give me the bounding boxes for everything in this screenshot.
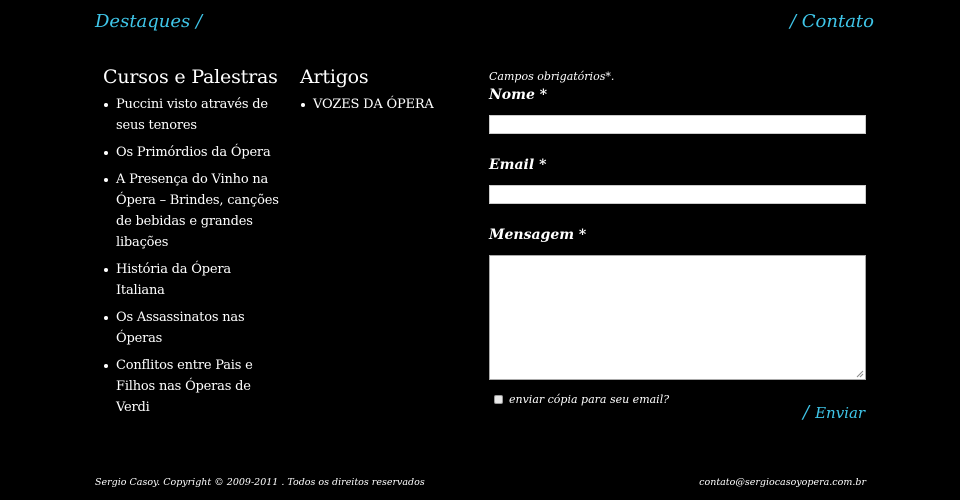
footer-email-link[interactable]: contato@sergiocasoyopera.com.br [699, 477, 866, 488]
message-wrap [489, 255, 866, 380]
submit-slash: / [803, 402, 810, 423]
article-link[interactable]: VOZES DA ÓPERA [313, 97, 434, 112]
articles-column [300, 66, 470, 121]
list-item[interactable] [103, 307, 283, 349]
name-field[interactable] [489, 115, 866, 134]
bullet-icon [104, 151, 108, 155]
course-link[interactable]: Puccini visto através de seus tenores [116, 97, 268, 133]
email-label: Email * [489, 157, 547, 173]
course-link[interactable]: Os Assassinatos nas Óperas [116, 310, 245, 346]
message-label: Mensagem * [489, 227, 587, 243]
articles-title: Artigos [300, 66, 369, 88]
courses-title: Cursos e Palestras [103, 66, 278, 88]
course-link[interactable]: Conflitos entre Pais e Filhos nas Óperas de Verdi [116, 358, 253, 415]
name-label: Nome * [489, 87, 548, 103]
contato-link[interactable]: / Contato [789, 11, 874, 32]
bullet-icon [104, 364, 108, 368]
copy-label: enviar cópia para seu email? [509, 392, 670, 406]
submit-label: Enviar [815, 404, 866, 422]
destaques-link[interactable]: Destaques / [95, 11, 203, 32]
required-note: Campos obrigatórios*. [489, 70, 615, 83]
articles-list [300, 94, 470, 115]
bullet-icon [104, 268, 108, 272]
message-field[interactable] [489, 255, 866, 380]
footer-copyright: Sergio Casoy. Copyright © 2009-2011 . Todos os direitos reservados [95, 477, 425, 488]
bullet-icon [104, 103, 108, 107]
list-item[interactable] [103, 169, 283, 253]
list-item[interactable] [103, 142, 283, 163]
courses-list [103, 94, 283, 418]
resize-grip-icon[interactable] [856, 370, 864, 378]
list-item[interactable] [103, 94, 283, 136]
contact-form [489, 70, 867, 407]
copy-checkbox[interactable] [494, 395, 503, 404]
list-item[interactable] [300, 94, 470, 115]
course-link[interactable]: A Presença do Vinho na Ópera – Brindes, canções de bebidas e grandes libações [116, 172, 279, 250]
list-item[interactable] [103, 259, 283, 301]
course-link[interactable]: História da Ópera Italiana [116, 262, 231, 298]
bullet-icon [301, 103, 305, 107]
bullet-icon [104, 316, 108, 320]
submit-button[interactable] [803, 402, 865, 423]
bullet-icon [104, 178, 108, 182]
list-item[interactable] [103, 355, 283, 418]
course-link[interactable]: Os Primórdios da Ópera [116, 145, 271, 160]
email-field[interactable] [489, 185, 866, 204]
courses-column [103, 66, 283, 424]
